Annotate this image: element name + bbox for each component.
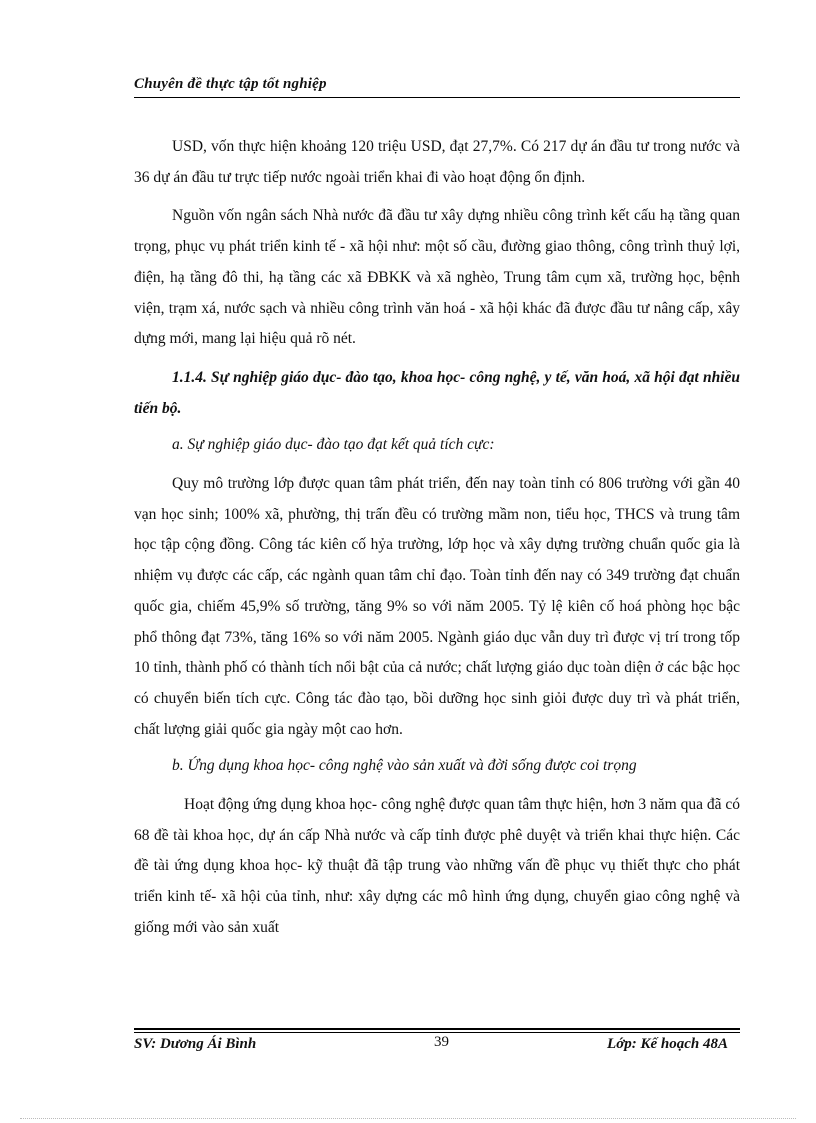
footer-student: SV: Dương Ái Bình xyxy=(134,1036,257,1052)
paragraph-investment: USD, vốn thực hiện khoảng 120 triệu USD, đạt 27,7%. Có 217 dự án đầu tư trong nước và 36 dự án đầu tư trực tiếp nước ngoài triển khai đi vào hoạt động ổn định. xyxy=(134,138,740,186)
document-body xyxy=(134,132,740,944)
page-number: 39 xyxy=(434,1034,449,1050)
subheading-education: a. Sự nghiệp giáo dục- đào tạo đạt kết quả tích cực: xyxy=(172,436,495,454)
page-edge-divider xyxy=(20,1118,796,1119)
header-title: Chuyên đề thực tập tốt nghiệp xyxy=(134,76,327,92)
page-footer xyxy=(134,1028,740,1058)
paragraph-state-budget: Nguồn vốn ngân sách Nhà nước đã đầu tư xây dựng nhiều công trình kết cấu hạ tầng quan trọng, phục vụ phát triển kinh tế - xã hội như: một số cầu, đường giao thông, công trình thuỷ lợi, điện, hạ tầng đô thi, hạ tầng các xã ĐBKK và xã nghèo, Trung tâm cụm xã, trường học, bệnh viện, trạm xá, nước sạch và nhiều công trình văn hoá - xã hội khác đã được đầu tư nâng cấp, xây dựng mới, mang lại hiệu quả rõ nét. xyxy=(134,207,740,348)
footer-rule-thin xyxy=(134,1032,740,1033)
subheading-science: b. Ứng dụng khoa học- công nghệ vào sản xuất và đời sống được coi trọng xyxy=(172,757,637,775)
footer-class: Lớp: Kế hoạch 48A xyxy=(607,1036,728,1052)
header-rule xyxy=(134,97,740,98)
footer-rule xyxy=(134,1028,740,1030)
paragraph-education: Quy mô trường lớp được quan tâm phát triển, đến nay toàn tỉnh có 806 trường với gần 40 vạn học sinh; 100% xã, phường, thị trấn đều có trường mầm non, tiểu học, THCS và trung tâm học tập cộng đồng. Công tác kiên cố hỷa trường, lớp học và xây dựng trường chuẩn quốc gia là nhiệm vụ được các cấp, các ngành quan tâm chỉ đạo. Toàn tỉnh đến nay có 349 trường đạt chuẩn quốc gia, chiếm 45,9% số trường, tăng 9% so với năm 2005. Tỷ lệ kiên cố hoá phòng học bậc phổ thông đạt 73%, tăng 16% so với năm 2005. Ngành giáo dục vẫn duy trì được vị trí trong tốp 10 tỉnh, thành phố có thành tích nổi bật của cả nước; chất lượng giáo dục toàn diện ở các bậc học có chuyển biến tích cực. Công tác đào tạo, bồi dưỡng học sinh giỏi được duy trì và phát triển, chất lượng giải quốc gia ngày một cao hơn. xyxy=(134,475,740,738)
page-header xyxy=(134,76,740,93)
paragraph-science: Hoạt động ứng dụng khoa học- công nghệ được quan tâm thực hiện, hơn 3 năm qua đã có 68 đề tài khoa học, dự án cấp Nhà nước và cấp tỉnh được phê duyệt và triển khai thực hiện. Các đề tài ứng dụng khoa học- kỹ thuật đã tập trung vào những vấn đề phục vụ thiết thực cho phát triển kinh tế- xã hội của tỉnh, như: xây dựng các mô hình ứng dụng, chuyển giao công nghệ và giống mới vào sản xuất xyxy=(134,796,740,936)
section-heading: 1.1.4. Sự nghiệp giáo dục- đào tạo, khoa học- công nghệ, y tế, văn hoá, xã hội đạt nhiều tiến bộ. xyxy=(134,368,740,417)
